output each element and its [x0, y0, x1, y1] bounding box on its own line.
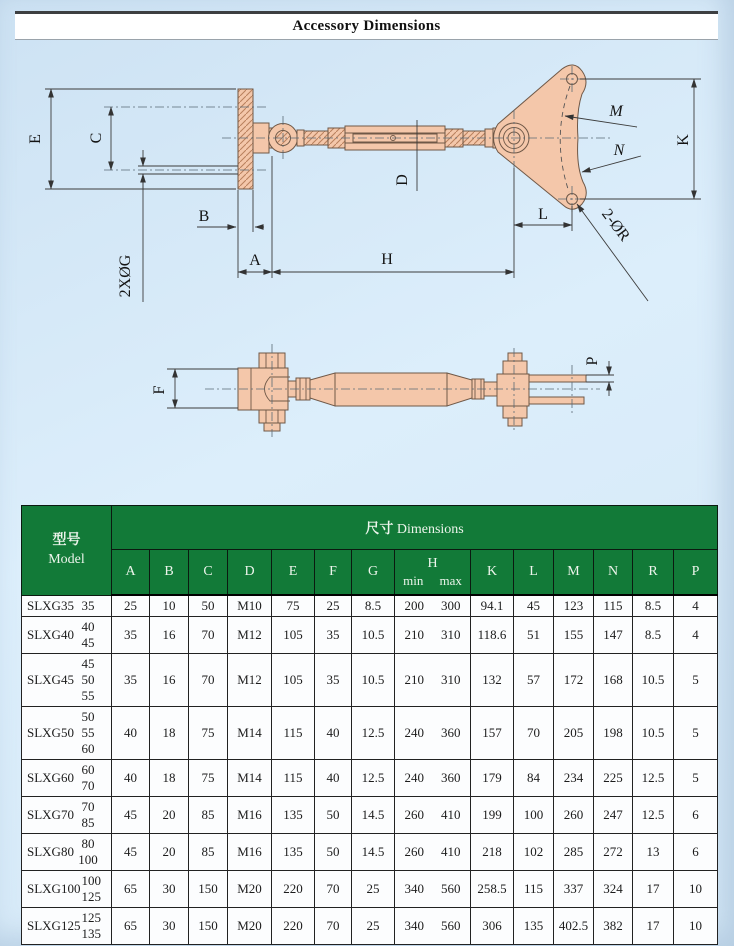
cell-l: 70 — [514, 707, 554, 760]
model-cell-inner — [22, 598, 111, 614]
dim-label-flange-holes: 2XØG — [117, 254, 134, 298]
cell-f: 40 — [315, 760, 352, 797]
dimensions-table — [21, 505, 718, 945]
col-header-e: E — [272, 550, 315, 596]
model-name: SLXG60 — [27, 770, 74, 785]
col-header-f: F — [315, 550, 352, 596]
col-header-p: P — [674, 550, 718, 596]
h-minmax-values — [396, 881, 469, 897]
model-name: SLXG35 — [27, 597, 74, 613]
cell-g: 25 — [352, 871, 395, 908]
cell-c: 70 — [189, 654, 228, 707]
model-size: 45 — [81, 635, 95, 650]
cell-e: 220 — [272, 908, 315, 945]
cell-d: M14 — [228, 707, 272, 760]
model-sizes — [74, 619, 102, 651]
cell-h — [395, 834, 471, 871]
cell-n: 225 — [594, 760, 633, 797]
cell-r: 12.5 — [633, 760, 674, 797]
model-name: SLXG45 — [27, 672, 74, 687]
cell-n: 247 — [594, 797, 633, 834]
cell-a: 40 — [112, 760, 150, 797]
dimensions-table-wrap — [21, 505, 717, 945]
h-minmax-values — [396, 672, 469, 688]
cell-h — [395, 617, 471, 654]
cell-e: 105 — [272, 654, 315, 707]
model-cell — [22, 760, 112, 797]
h-value: 410 — [441, 844, 461, 859]
cell-d: M12 — [228, 654, 272, 707]
cell-k: 179 — [471, 760, 514, 797]
h-minmax-values — [396, 725, 469, 741]
cell-p: 5 — [674, 760, 718, 797]
h-value: 310 — [441, 627, 461, 642]
model-size: 45 — [81, 656, 95, 671]
model-size: 100 — [81, 873, 101, 888]
col-header-n: N — [594, 550, 633, 596]
cell-d: M20 — [228, 871, 272, 908]
cell-k: 118.6 — [471, 617, 514, 654]
cell-h — [395, 908, 471, 945]
h-value: 210 — [404, 672, 424, 687]
cell-l: 135 — [514, 908, 554, 945]
cell-b: 18 — [150, 707, 189, 760]
cell-e: 115 — [272, 760, 315, 797]
cell-d: M14 — [228, 760, 272, 797]
cell-k: 94.1 — [471, 595, 514, 617]
cell-c: 85 — [189, 834, 228, 871]
model-cell — [22, 595, 112, 617]
cell-b: 10 — [150, 595, 189, 617]
cell-e: 135 — [272, 834, 315, 871]
cell-e: 220 — [272, 871, 315, 908]
cell-n: 147 — [594, 617, 633, 654]
model-cell — [22, 834, 112, 871]
model-size: 70 — [81, 778, 95, 793]
model-cell — [22, 617, 112, 654]
cell-c: 70 — [189, 617, 228, 654]
cell-f: 70 — [315, 908, 352, 945]
model-size: 100 — [78, 852, 98, 867]
cell-n: 168 — [594, 654, 633, 707]
cell-h — [395, 654, 471, 707]
cell-k: 132 — [471, 654, 514, 707]
h-value: 360 — [441, 770, 461, 785]
cell-b: 20 — [150, 834, 189, 871]
dimensions-header — [112, 506, 718, 550]
cell-a: 45 — [112, 834, 150, 871]
front-view — [27, 65, 701, 302]
model-cell-inner — [22, 836, 111, 868]
page-title: Accessory Dimensions — [292, 18, 441, 34]
model-sizes — [74, 799, 102, 831]
cell-h — [395, 760, 471, 797]
cell-p: 6 — [674, 797, 718, 834]
cell-p: 4 — [674, 617, 718, 654]
h-max: max — [439, 573, 462, 588]
table-row — [22, 908, 718, 945]
dim-label-p: P — [584, 356, 601, 366]
side-view — [151, 344, 614, 437]
dim-label-a: A — [249, 252, 261, 269]
model-sizes — [80, 910, 102, 942]
cell-b: 16 — [150, 654, 189, 707]
cell-m: 260 — [554, 797, 594, 834]
cell-n: 382 — [594, 908, 633, 945]
table-row — [22, 834, 718, 871]
table-row — [22, 871, 718, 908]
col-header-a: A — [112, 550, 150, 596]
cell-a: 35 — [112, 617, 150, 654]
h-value: 310 — [441, 672, 461, 687]
model-size: 50 — [81, 672, 95, 687]
cell-f: 40 — [315, 707, 352, 760]
h-label: H — [427, 556, 438, 571]
cell-h — [395, 595, 471, 617]
h-value: 210 — [404, 627, 424, 642]
model-sizes — [74, 598, 102, 614]
cell-m: 234 — [554, 760, 594, 797]
h-value: 360 — [441, 725, 461, 740]
model-sizes — [74, 656, 102, 704]
cell-a: 40 — [112, 707, 150, 760]
cell-n: 115 — [594, 595, 633, 617]
cell-c: 75 — [189, 760, 228, 797]
cell-m: 205 — [554, 707, 594, 760]
cell-l: 57 — [514, 654, 554, 707]
dim-label-l: L — [538, 206, 548, 223]
cell-d: M20 — [228, 908, 272, 945]
model-size: 40 — [81, 619, 95, 634]
cell-n: 198 — [594, 707, 633, 760]
col-header-b: B — [150, 550, 189, 596]
col-header-d: D — [228, 550, 272, 596]
dim-label-d: D — [394, 174, 411, 186]
model-sizes — [74, 836, 102, 868]
model-name: SLXG70 — [27, 807, 74, 822]
cell-p: 5 — [674, 707, 718, 760]
model-size: 70 — [81, 799, 95, 814]
model-size: 35 — [81, 597, 95, 613]
model-cell-inner — [22, 656, 111, 704]
model-sizes — [74, 709, 102, 757]
h-value: 240 — [404, 770, 424, 785]
cell-l: 100 — [514, 797, 554, 834]
model-name: SLXG125 — [27, 918, 81, 933]
col-header-h — [395, 550, 471, 596]
cell-m: 285 — [554, 834, 594, 871]
cell-g: 14.5 — [352, 797, 395, 834]
h-value: 200 — [404, 598, 424, 613]
model-name: SLXG100 — [27, 881, 81, 896]
cell-k: 199 — [471, 797, 514, 834]
h-value: 300 — [441, 598, 461, 613]
cell-r: 10.5 — [633, 654, 674, 707]
cell-p: 4 — [674, 595, 718, 617]
model-column-header — [22, 506, 112, 596]
model-size: 80 — [81, 836, 95, 851]
col-header-g: G — [352, 550, 395, 596]
cell-g: 12.5 — [352, 707, 395, 760]
cell-a: 35 — [112, 654, 150, 707]
h-minmax-values — [396, 918, 469, 934]
cell-c: 75 — [189, 707, 228, 760]
cell-l: 102 — [514, 834, 554, 871]
cell-g: 10.5 — [352, 617, 395, 654]
cell-m: 337 — [554, 871, 594, 908]
cell-r: 13 — [633, 834, 674, 871]
model-cell-inner — [22, 709, 111, 757]
h-value: 340 — [404, 918, 424, 933]
cell-g: 10.5 — [352, 654, 395, 707]
cell-h — [395, 871, 471, 908]
cell-a: 45 — [112, 797, 150, 834]
cell-k: 258.5 — [471, 871, 514, 908]
model-size: 125 — [81, 910, 101, 925]
cell-g: 8.5 — [352, 595, 395, 617]
cell-b: 20 — [150, 797, 189, 834]
cell-f: 70 — [315, 871, 352, 908]
model-cell — [22, 871, 112, 908]
cell-r: 8.5 — [633, 617, 674, 654]
table-row — [22, 797, 718, 834]
model-size: 60 — [81, 741, 95, 756]
cell-k: 218 — [471, 834, 514, 871]
cell-k: 306 — [471, 908, 514, 945]
cell-m: 402.5 — [554, 908, 594, 945]
model-size: 85 — [81, 815, 95, 830]
cell-b: 18 — [150, 760, 189, 797]
dim-label-m: M — [609, 103, 623, 120]
cell-p: 6 — [674, 834, 718, 871]
h-minmax-values — [396, 770, 469, 786]
cell-n: 272 — [594, 834, 633, 871]
cell-p: 10 — [674, 871, 718, 908]
model-size: 55 — [81, 688, 95, 703]
model-cell-inner — [22, 910, 111, 942]
cell-r: 10.5 — [633, 707, 674, 760]
cell-e: 75 — [272, 595, 315, 617]
h-value: 260 — [404, 844, 424, 859]
cell-a: 65 — [112, 871, 150, 908]
model-size: 50 — [81, 709, 95, 724]
model-name: SLXG40 — [27, 627, 74, 642]
model-sizes — [74, 762, 102, 794]
dim-label-k: K — [675, 134, 692, 146]
dim-label-b: B — [198, 208, 210, 225]
dim-label-c: C — [88, 132, 105, 144]
cell-e: 115 — [272, 707, 315, 760]
col-header-k: K — [471, 550, 514, 596]
cell-l: 45 — [514, 595, 554, 617]
model-name: SLXG50 — [27, 725, 74, 740]
col-header-m: M — [554, 550, 594, 596]
model-cell — [22, 908, 112, 945]
table-row — [22, 707, 718, 760]
cell-r: 17 — [633, 908, 674, 945]
cell-r: 12.5 — [633, 797, 674, 834]
cell-r: 17 — [633, 871, 674, 908]
cell-d: M10 — [228, 595, 272, 617]
cell-m: 155 — [554, 617, 594, 654]
model-cell-inner — [22, 799, 111, 831]
cell-h — [395, 797, 471, 834]
table-row — [22, 595, 718, 617]
h-value: 560 — [441, 918, 461, 933]
dimensions-header-en: Dimensions — [396, 521, 464, 537]
cell-e: 105 — [272, 617, 315, 654]
table-row — [22, 617, 718, 654]
cell-m: 172 — [554, 654, 594, 707]
cell-c: 150 — [189, 908, 228, 945]
h-value: 560 — [441, 881, 461, 896]
model-cell — [22, 654, 112, 707]
cell-e: 135 — [272, 797, 315, 834]
cell-b: 16 — [150, 617, 189, 654]
cell-l: 115 — [514, 871, 554, 908]
table-row — [22, 760, 718, 797]
cell-b: 30 — [150, 871, 189, 908]
model-cell — [22, 797, 112, 834]
cell-a: 65 — [112, 908, 150, 945]
model-cell-inner — [22, 619, 111, 651]
col-header-c: C — [189, 550, 228, 596]
cell-g: 14.5 — [352, 834, 395, 871]
cell-g: 12.5 — [352, 760, 395, 797]
dim-label-h: H — [381, 251, 393, 268]
table-row — [22, 654, 718, 707]
h-min: min — [403, 573, 424, 588]
dim-label-e: E — [27, 134, 44, 144]
cell-p: 5 — [674, 654, 718, 707]
dim-label-f: F — [151, 385, 168, 395]
h-minmax-values — [396, 598, 469, 614]
h-value: 260 — [404, 807, 424, 822]
col-header-l: L — [514, 550, 554, 596]
model-size: 55 — [81, 725, 95, 740]
cell-g: 25 — [352, 908, 395, 945]
cell-n: 324 — [594, 871, 633, 908]
cell-f: 35 — [315, 654, 352, 707]
cell-f: 50 — [315, 834, 352, 871]
cell-m: 123 — [554, 595, 594, 617]
h-value: 240 — [404, 725, 424, 740]
cell-r: 8.5 — [633, 595, 674, 617]
model-cell-inner — [22, 762, 111, 794]
cell-f: 25 — [315, 595, 352, 617]
cell-c: 150 — [189, 871, 228, 908]
dim-label-plate-holes: 2-ØR — [598, 205, 634, 245]
cell-b: 30 — [150, 908, 189, 945]
cell-f: 50 — [315, 797, 352, 834]
h-value: 410 — [441, 807, 461, 822]
cell-f: 35 — [315, 617, 352, 654]
h-minmax — [395, 573, 470, 589]
cell-l: 51 — [514, 617, 554, 654]
cell-d: M16 — [228, 834, 272, 871]
h-minmax-values — [396, 844, 469, 860]
h-minmax-values — [396, 807, 469, 823]
cell-l: 84 — [514, 760, 554, 797]
model-size: 125 — [81, 889, 101, 904]
cell-a: 25 — [112, 595, 150, 617]
cell-p: 10 — [674, 908, 718, 945]
h-minmax-values — [396, 627, 469, 643]
model-name: SLXG80 — [27, 844, 74, 859]
model-cell-inner — [22, 873, 111, 905]
model-sizes — [80, 873, 102, 905]
col-header-r: R — [633, 550, 674, 596]
dimensions-header-cn: 尺寸 — [365, 521, 394, 537]
dim-label-n: N — [613, 142, 625, 159]
cell-c: 50 — [189, 595, 228, 617]
model-cell — [22, 707, 112, 760]
model-header-en: Model — [48, 552, 85, 568]
cell-d: M12 — [228, 617, 272, 654]
model-size: 60 — [81, 762, 95, 777]
cell-h — [395, 707, 471, 760]
model-size: 135 — [81, 926, 101, 941]
model-header-cn: 型号 — [52, 533, 81, 549]
cell-d: M16 — [228, 797, 272, 834]
cell-c: 85 — [189, 797, 228, 834]
h-value: 340 — [404, 881, 424, 896]
cell-k: 157 — [471, 707, 514, 760]
